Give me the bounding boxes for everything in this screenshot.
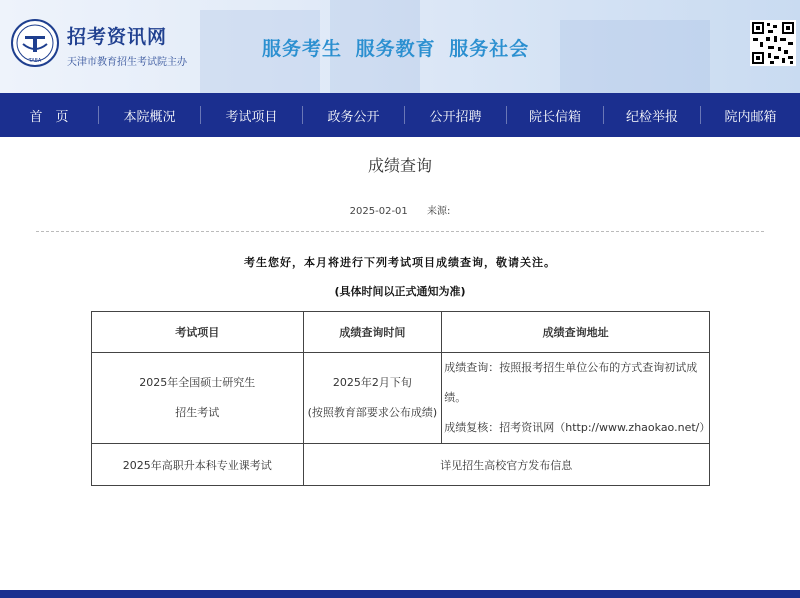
article-meta bbox=[0, 202, 800, 217]
sub-notice-text: (具体时间以正式通知为准) bbox=[334, 285, 466, 298]
nav-item-home[interactable]: 首 页 bbox=[29, 109, 69, 125]
header-query-address: 成绩查询地址 bbox=[442, 312, 710, 353]
source-label: 来源: bbox=[426, 206, 451, 217]
header-project: 考试项目 bbox=[92, 312, 304, 353]
nav-item-exams[interactable]: 考试项目 bbox=[225, 109, 278, 125]
qr-code-icon bbox=[750, 20, 796, 66]
svg-text:TAEA: TAEA bbox=[28, 58, 42, 64]
site-subtitle: 天津市教育招生考试院主办 bbox=[67, 57, 187, 68]
score-query-table bbox=[91, 311, 710, 486]
cell-query-address: 成绩查询：按照报考招生单位公布的方式查询初试成绩。 成绩复核：招考资讯网（http://www.zhaokao.net/） bbox=[442, 353, 710, 444]
nav-item-president-mailbox[interactable]: 院长信箱 bbox=[528, 109, 581, 125]
publish-date: 2025-02-01 bbox=[349, 206, 408, 217]
cell-project: 2025年高职升本科专业课考试 bbox=[92, 444, 304, 486]
cell-project: 2025年全国硕士研究生 招生考试 bbox=[92, 353, 304, 444]
divider bbox=[36, 231, 764, 232]
zhaokao-link[interactable]: 成绩复核：招考资讯网（http://www.zhaokao.net/） bbox=[444, 421, 711, 434]
main-nav bbox=[0, 93, 800, 137]
nav-item-discipline-report[interactable]: 纪检举报 bbox=[625, 109, 678, 125]
site-name[interactable]: 招考资讯网 bbox=[67, 26, 168, 48]
nav-item-about[interactable]: 本院概况 bbox=[123, 109, 176, 125]
notice-text: 考生您好，本月将进行下列考试项目成绩查询，敬请关注。 bbox=[244, 256, 556, 269]
site-header bbox=[0, 0, 800, 93]
nav-item-internal-mail[interactable]: 院内邮箱 bbox=[724, 109, 777, 125]
nav-item-recruitment[interactable]: 公开招聘 bbox=[429, 109, 482, 125]
header-query-time: 成绩查询时间 bbox=[303, 312, 442, 353]
slogan: 服务考生 服务教育 服务社会 bbox=[262, 38, 530, 60]
nav-item-gov-info[interactable]: 政务公开 bbox=[327, 109, 380, 125]
cell-query-address: 详见招生高校官方发布信息 bbox=[303, 444, 709, 486]
taea-logo-icon[interactable] bbox=[10, 18, 60, 68]
table-row bbox=[92, 353, 710, 444]
table-row bbox=[92, 444, 710, 486]
table-header-row bbox=[92, 312, 710, 353]
footer-bar bbox=[0, 590, 800, 598]
cell-query-time: 2025年2月下旬 (按照教育部要求公布成绩) bbox=[303, 353, 442, 444]
page-title: 成绩查询 bbox=[367, 156, 432, 175]
